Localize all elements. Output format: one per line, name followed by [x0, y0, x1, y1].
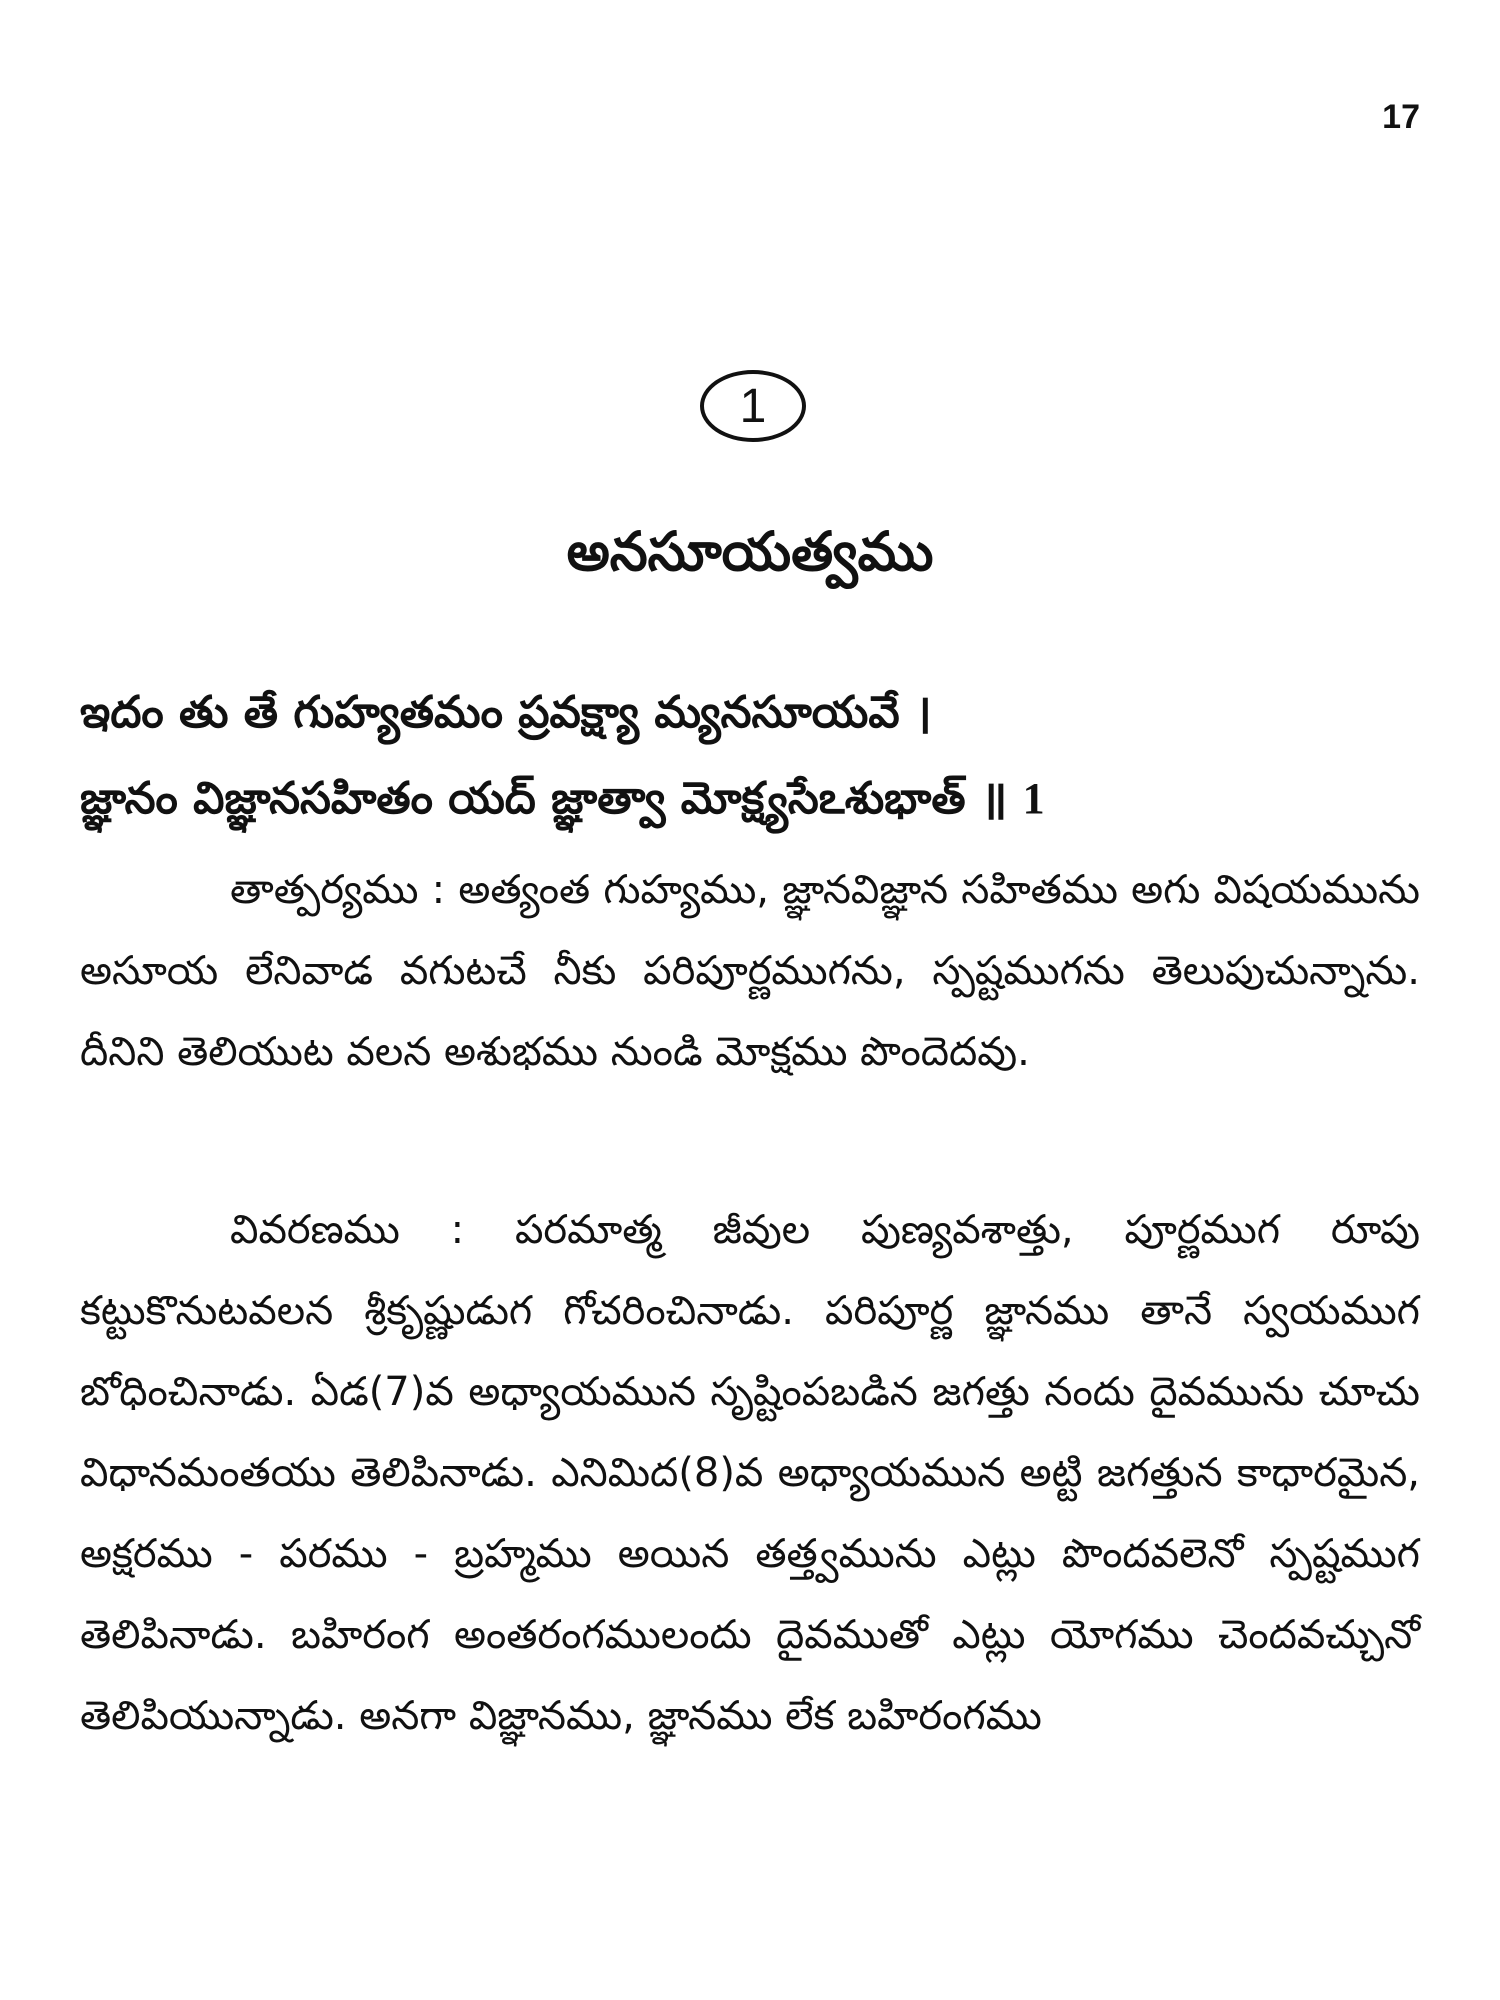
commentary-text: పరమాత్మ జీవుల పుణ్యవశాత్తు, పూర్ణముగ రూపు కట్టుకొనుటవలన శ్రీకృష్ణుడుగ గోచరించినాడు. పరిపూర్ణ జ్ఞానము తానే స్వయముగ బోధించినాడు. ఏడ(7)వ అధ్యాయమున సృష్టింపబడిన జగత్తు నందు దైవమును చూచు విధానమంతయు తెలిపినాడు. ఎనిమిద(8)వ అధ్యాయమున అట్టి జగత్తున కాధారమైన, అక్షరము - పరము - బ్రహ్మము అయిన తత్త్వమును ఎట్లు పొందవలెనో స్పష్టముగ తెలిపినాడు. బహిరంగ అంతరంగములందు దైవముతో ఎట్లు యోగము చెందవచ్చునో తెలిపియున్నాడు. అనగా విజ్ఞానము, జ్ఞానము లేక బహిరంగము: [80, 1207, 1420, 1739]
verse-number: 1: [1022, 774, 1045, 823]
meaning-text: అత్యంత గుహ్యము, జ్ఞానవిజ్ఞాన సహితము అగు విషయమును అసూయ లేనివాడ వగుటచే నీకు పరిపూర్ణముగను, స్పష్టముగను తెలుపుచున్నాను. దీనిని తెలియుట వలన అశుభము నుండి మోక్షము పొందెదవు.: [80, 867, 1420, 1075]
verse-line-2-text: జ్ఞానం విజ్ఞానసహితం యద్ జ్ఞాత్వా మోక్ష్యసేఽశుభాత్ ॥: [80, 773, 1008, 824]
verse-line-2: [80, 756, 1420, 842]
page-number: 17: [1382, 98, 1420, 136]
chapter-number: 1: [739, 379, 767, 433]
meaning-label: తాత్పర్యము :: [230, 867, 446, 913]
chapter-number-badge: [700, 370, 806, 442]
chapter-title: అనసూయత్వము: [566, 520, 934, 583]
verse-line-1: ఇదం తు తే గుహ్యతమం ప్రవక్ష్యా మ్యనసూయవే ।: [80, 687, 932, 738]
verse-block: [80, 670, 1420, 842]
commentary-paragraph: [80, 1190, 1420, 1757]
commentary-label: వివరణము :: [230, 1207, 465, 1253]
meaning-paragraph: [80, 850, 1420, 1093]
